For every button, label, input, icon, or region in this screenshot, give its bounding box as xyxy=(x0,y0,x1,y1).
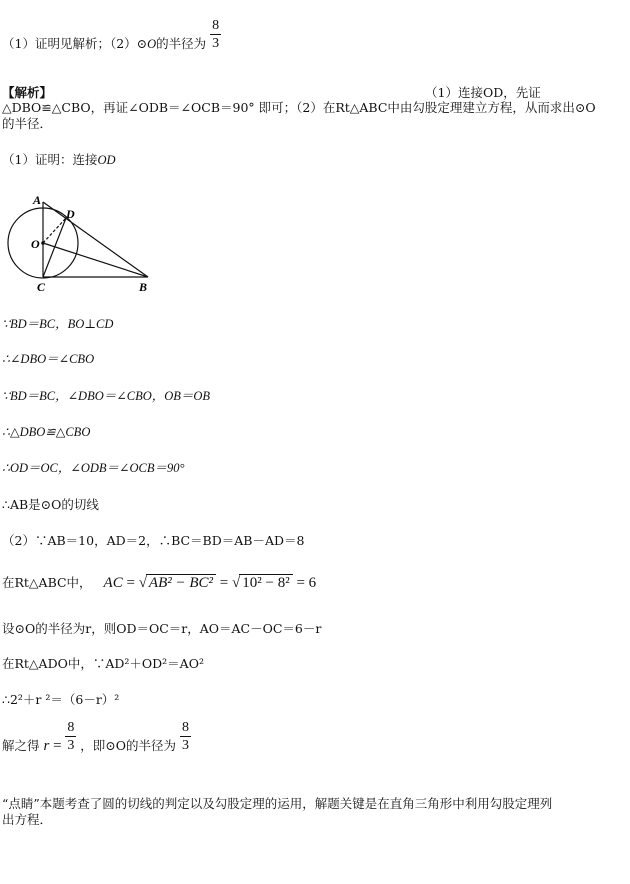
label-o: O xyxy=(31,237,40,251)
solve-num: 8 xyxy=(67,720,75,735)
part1-od: OD xyxy=(97,153,116,167)
sqrt-symbol-1: √ xyxy=(138,575,147,591)
comment-line1: “点睛”本题考查了圆的切线的判定以及勾股定理的运用，解题关键是在直角三角形中利用勾股定理列 xyxy=(2,796,553,811)
answer-line xyxy=(2,18,221,52)
label-d: D xyxy=(66,207,75,221)
answer-prefix: （1）证明见解析；（2）⊙ xyxy=(2,36,148,51)
step-1: ∵BD＝BC，BO⊥CD xyxy=(2,317,114,331)
answer-o: O xyxy=(147,37,157,51)
part2-given: （2）∵AB＝10，AD＝2，∴BC＝BD＝AB－AD＝8 xyxy=(2,533,305,548)
set-radius: 设⊙O的半径为r，则OD＝OC＝r，AO＝AC－OC＝6－r xyxy=(2,621,322,636)
label-c: C xyxy=(37,280,46,294)
solve-den: 3 xyxy=(67,738,75,753)
result-6: = 6 xyxy=(292,575,317,591)
answer-mid: 的半径为 xyxy=(156,36,207,51)
analysis-right: （1）连接OD，先证 xyxy=(425,85,541,100)
segment-cd xyxy=(43,218,66,277)
geometry-diagram xyxy=(0,188,160,296)
solve-prefix: 解之得 xyxy=(2,738,40,753)
step-2: ∴∠DBO＝∠CBO xyxy=(2,352,95,366)
step-6: ∴AB是⊙O的切线 xyxy=(2,497,99,512)
segment-ab xyxy=(43,202,148,277)
segment-od xyxy=(43,218,66,243)
solve-r: r xyxy=(43,738,50,754)
rt-ado-line: 在Rt△ADO中，∵AD²＋OD²＝AO² xyxy=(2,656,204,671)
step-5: ∴OD＝OC，∠ODB＝∠OCB＝90° xyxy=(2,461,185,475)
label-a: A xyxy=(33,193,42,207)
ac-symbol: AC xyxy=(103,575,123,591)
rt-abc-prefix: 在Rt△ABC中， xyxy=(2,575,92,590)
solve-fraction xyxy=(65,719,76,754)
solve-line xyxy=(2,720,191,754)
label-b: B xyxy=(139,280,148,294)
answer-den: 3 xyxy=(212,36,220,51)
step-4: ∴△DBO≌△CBO xyxy=(2,425,91,439)
equation-line: ∴2²＋r ²＝（6－r）² xyxy=(2,692,120,707)
solve-den-2: 3 xyxy=(182,738,190,753)
eq-1: = xyxy=(122,575,139,591)
answer-num: 8 xyxy=(212,18,220,33)
sqrt-symbol-2: √ xyxy=(232,575,241,591)
segment-ob xyxy=(43,243,148,277)
radicand-2: 10² − 8² xyxy=(239,574,292,591)
analysis-label: 【解析】 xyxy=(2,85,53,100)
center-dot xyxy=(41,241,45,245)
part1-intro-text: （1）证明：连接 xyxy=(2,152,98,167)
analysis-line2: △DBO≌△CBO，再证∠ODB＝∠OCB＝90° 即可；（2）在Rt△ABC中由勾股定理建立方程，从而求出⊙O xyxy=(2,100,596,115)
radicand-1: AB² − BC² xyxy=(146,574,216,591)
rt-abc-formula xyxy=(104,575,317,591)
part1-intro xyxy=(2,152,116,168)
step-3: ∵BD＝BC，∠DBO＝∠CBO，OB＝OB xyxy=(2,389,211,403)
answer-fraction xyxy=(210,17,221,52)
eq-2: = xyxy=(216,575,232,591)
solve-mid: ，即⊙O的半径为 xyxy=(80,738,177,753)
solve-fraction-2 xyxy=(180,719,191,754)
rt-abc-line xyxy=(2,574,316,591)
solve-eq: = xyxy=(49,738,66,754)
solve-num-2: 8 xyxy=(182,720,190,735)
analysis-line3: 的半径． xyxy=(2,116,53,131)
comment-line2: 出方程． xyxy=(2,812,53,827)
